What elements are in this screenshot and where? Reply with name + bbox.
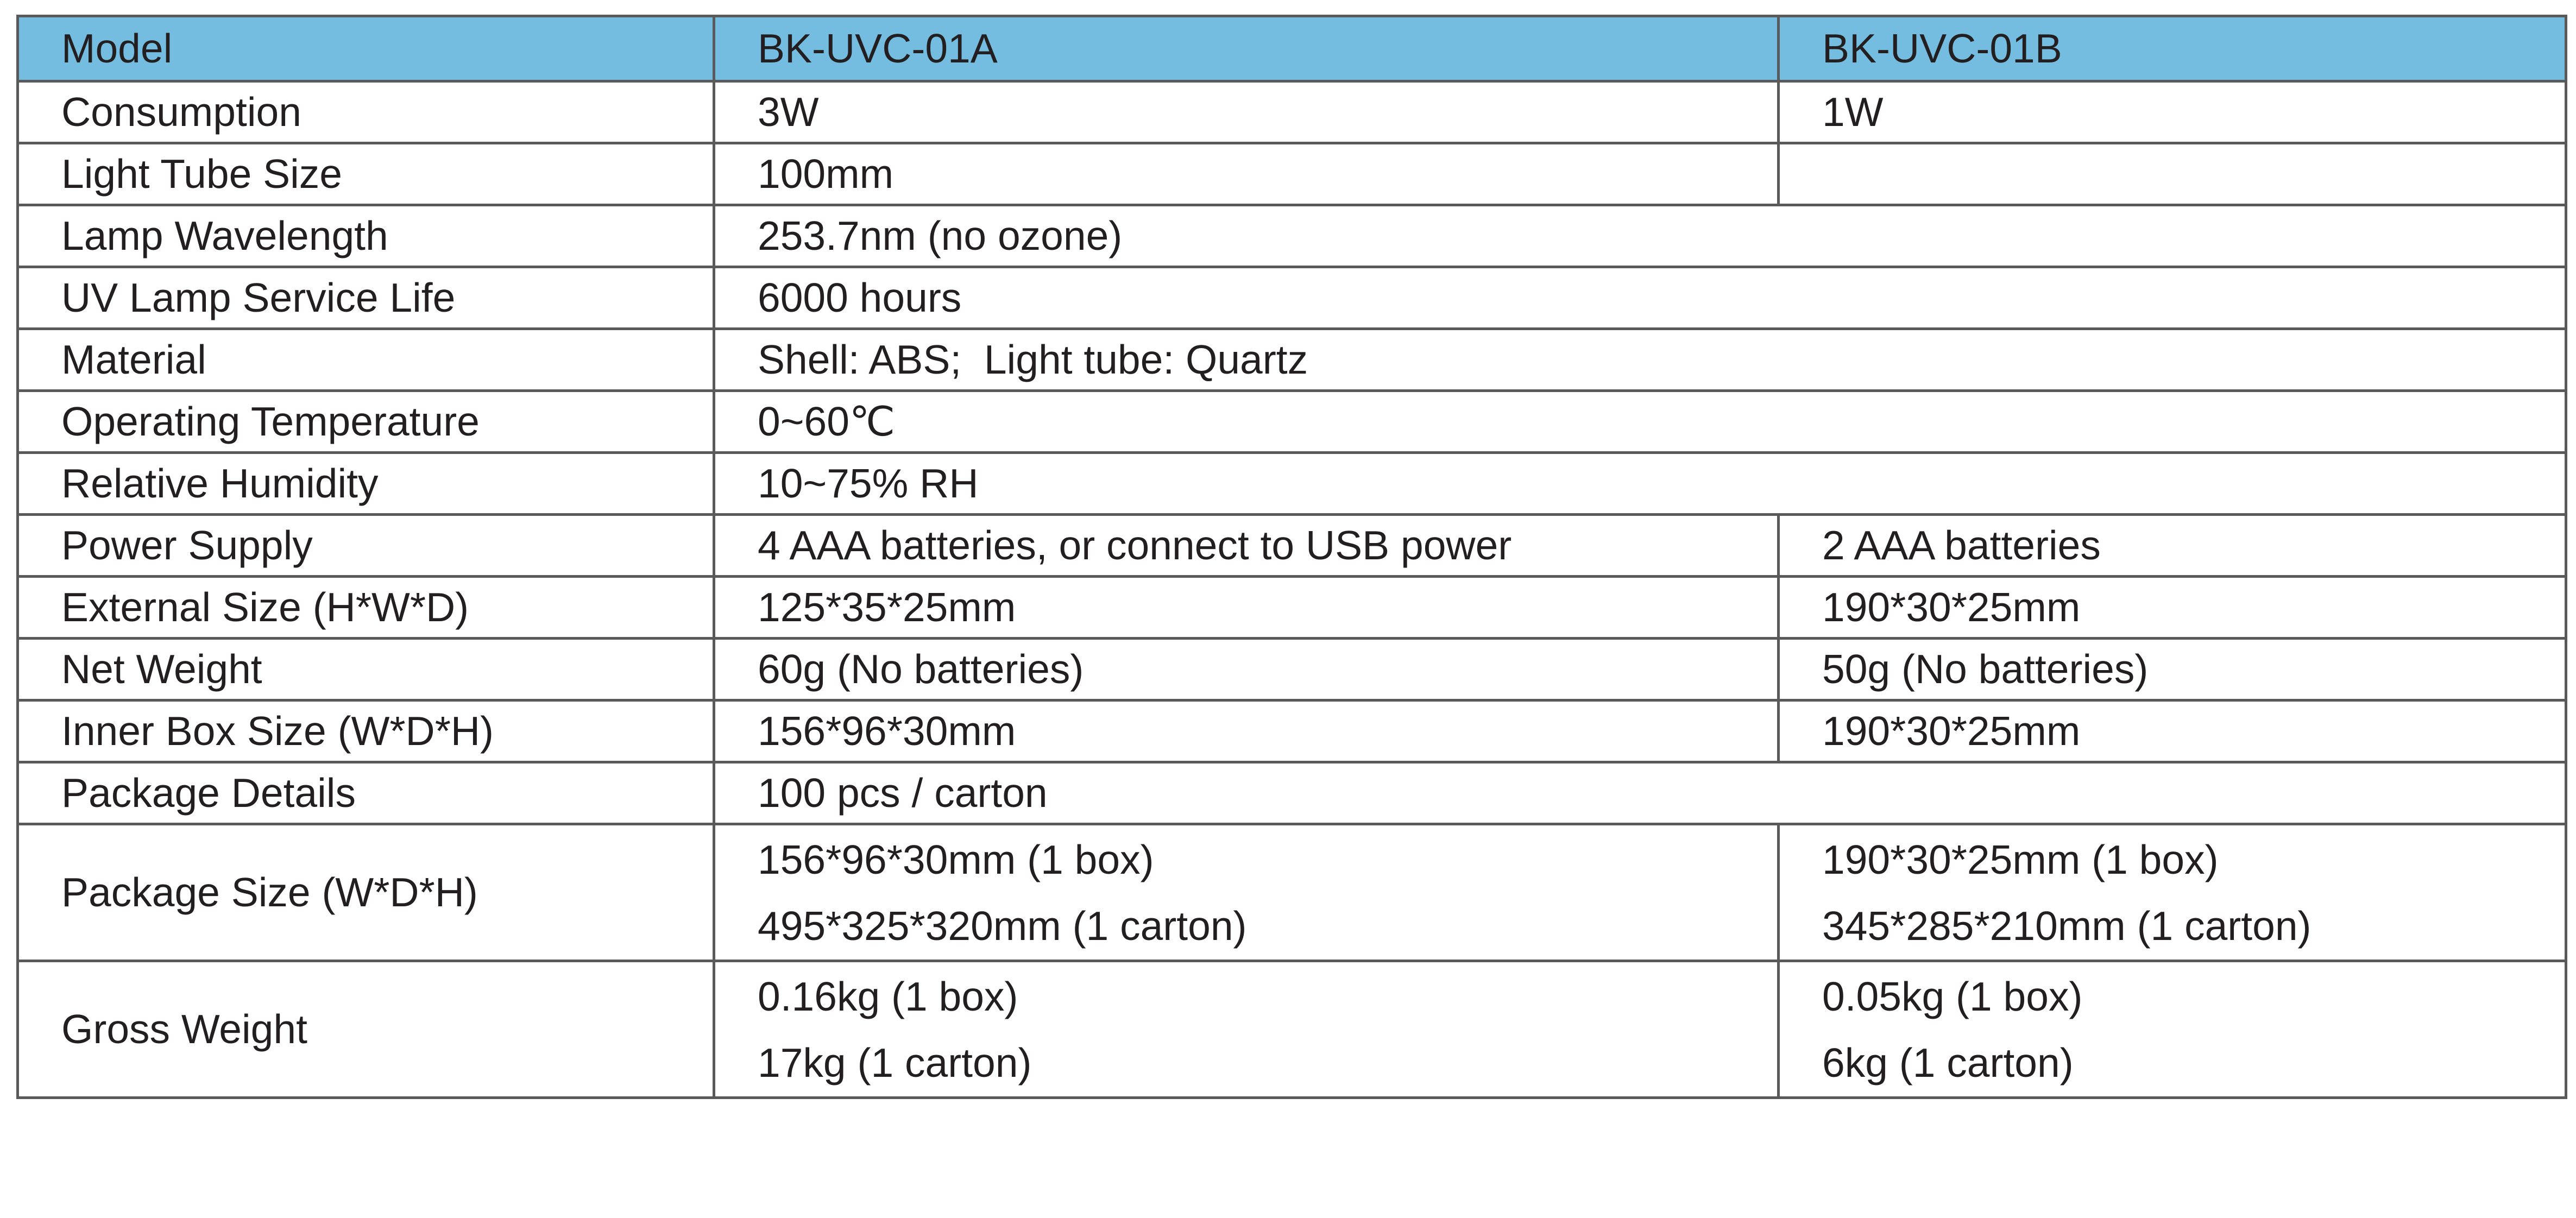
table-row-package-details bbox=[18, 762, 2566, 824]
table-row-gross-weight bbox=[18, 961, 2566, 1098]
value-b: 190*30*25mm bbox=[1779, 577, 2566, 639]
value-b-line-2: 345*285*210mm (1 carton) bbox=[1822, 903, 2312, 949]
value-a: 100mm bbox=[714, 143, 1779, 205]
table-row-package-size bbox=[18, 824, 2566, 961]
value-b bbox=[1779, 961, 2566, 1098]
row-label: Package Details bbox=[18, 762, 714, 824]
table-row-material bbox=[18, 329, 2566, 391]
row-label: Relative Humidity bbox=[18, 453, 714, 515]
value-a-line-1: 0.16kg (1 box) bbox=[758, 973, 1018, 1019]
value-shared: 100 pcs / carton bbox=[714, 762, 2566, 824]
value-a-line-2: 17kg (1 carton) bbox=[758, 1039, 1032, 1086]
value-a: 4 AAA batteries, or connect to USB power bbox=[714, 515, 1779, 577]
value-a-line-1: 156*96*30mm (1 box) bbox=[758, 836, 1154, 882]
value-a: 3W bbox=[714, 81, 1779, 143]
table-row-external-size bbox=[18, 577, 2566, 639]
table-row-relative-humidity bbox=[18, 453, 2566, 515]
header-model-label: Model bbox=[18, 16, 714, 81]
value-b: 1W bbox=[1779, 81, 2566, 143]
table-row-power-supply bbox=[18, 515, 2566, 577]
value-b bbox=[1779, 143, 2566, 205]
row-label: Consumption bbox=[18, 81, 714, 143]
value-b-line-1: 190*30*25mm (1 box) bbox=[1822, 836, 2219, 882]
table-row-net-weight bbox=[18, 639, 2566, 700]
value-shared: Shell: ABS; Light tube: Quartz bbox=[714, 329, 2566, 391]
table-row-inner-box-size bbox=[18, 700, 2566, 762]
table-header-row bbox=[18, 16, 2566, 81]
table-row-consumption bbox=[18, 81, 2566, 143]
value-a: 60g (No batteries) bbox=[714, 639, 1779, 700]
row-label: Inner Box Size (W*D*H) bbox=[18, 700, 714, 762]
table-row-light-tube-size bbox=[18, 143, 2566, 205]
row-label: Power Supply bbox=[18, 515, 714, 577]
row-label: Gross Weight bbox=[18, 961, 714, 1098]
value-a-line-2: 495*325*320mm (1 carton) bbox=[758, 903, 1247, 949]
value-b: 2 AAA batteries bbox=[1779, 515, 2566, 577]
value-a: 125*35*25mm bbox=[714, 577, 1779, 639]
table-row-operating-temperature bbox=[18, 391, 2566, 453]
value-shared: 10~75% RH bbox=[714, 453, 2566, 515]
value-b-line-2: 6kg (1 carton) bbox=[1822, 1039, 2074, 1086]
row-label: Material bbox=[18, 329, 714, 391]
table-row-service-life bbox=[18, 267, 2566, 329]
value-shared: 253.7nm (no ozone) bbox=[714, 205, 2566, 267]
row-label: Net Weight bbox=[18, 639, 714, 700]
table-row-lamp-wavelength bbox=[18, 205, 2566, 267]
value-shared: 0~60℃ bbox=[714, 391, 2566, 453]
value-a bbox=[714, 961, 1779, 1098]
row-label: Lamp Wavelength bbox=[18, 205, 714, 267]
row-label: Operating Temperature bbox=[18, 391, 714, 453]
value-b: 190*30*25mm bbox=[1779, 700, 2566, 762]
row-label: External Size (H*W*D) bbox=[18, 577, 714, 639]
value-a bbox=[714, 824, 1779, 961]
value-b-line-1: 0.05kg (1 box) bbox=[1822, 973, 2083, 1019]
header-model-b: BK-UVC-01B bbox=[1779, 16, 2566, 81]
row-label: Package Size (W*D*H) bbox=[18, 824, 714, 961]
spec-table bbox=[16, 15, 2567, 1099]
header-model-a: BK-UVC-01A bbox=[714, 16, 1779, 81]
value-a: 156*96*30mm bbox=[714, 700, 1779, 762]
row-label: Light Tube Size bbox=[18, 143, 714, 205]
row-label: UV Lamp Service Life bbox=[18, 267, 714, 329]
value-b: 50g (No batteries) bbox=[1779, 639, 2566, 700]
value-shared: 6000 hours bbox=[714, 267, 2566, 329]
value-b bbox=[1779, 824, 2566, 961]
